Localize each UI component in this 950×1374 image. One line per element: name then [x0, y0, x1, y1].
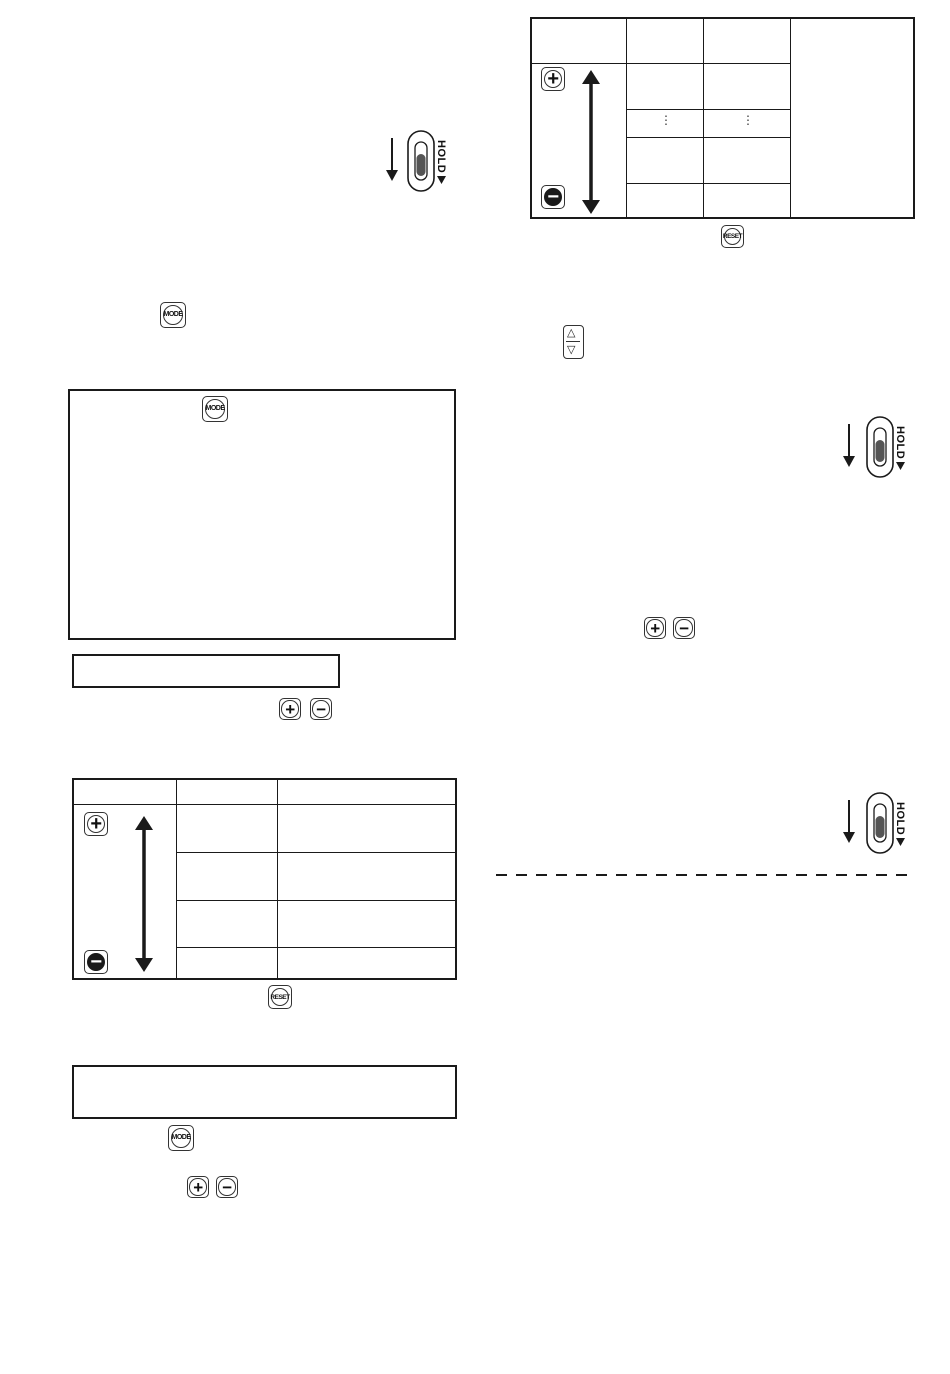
plus-button[interactable] — [187, 1176, 209, 1198]
up-down-divider — [566, 341, 580, 342]
minus-icon: − — [87, 953, 106, 972]
plus-icon: + — [87, 815, 106, 834]
mode-button-in-box[interactable] — [202, 396, 228, 422]
dashed-separator — [496, 873, 916, 877]
reset-button[interactable] — [268, 985, 292, 1009]
table-divider — [177, 900, 456, 901]
info-box-large — [68, 389, 456, 640]
table-divider — [703, 18, 704, 218]
minus-button[interactable] — [541, 185, 565, 209]
double-arrow-icon — [134, 816, 154, 972]
triangle-down-icon — [437, 176, 446, 184]
hold-label: HOLD — [894, 802, 906, 836]
mode-button[interactable] — [168, 1125, 194, 1151]
table-divider — [790, 18, 791, 218]
table-left — [72, 778, 457, 980]
minus-button[interactable] — [310, 698, 332, 720]
info-box-small — [72, 654, 340, 688]
reset-button-label: RESET — [724, 228, 742, 246]
arrow-down-icon — [842, 424, 856, 468]
hold-switch-group-3 — [842, 792, 912, 856]
triangle-down-icon — [896, 838, 905, 846]
hold-switch-icon[interactable] — [866, 792, 894, 854]
table-divider — [177, 947, 456, 948]
reset-button-label: RESET — [271, 988, 290, 1007]
plus-button[interactable] — [84, 812, 108, 836]
plus-button[interactable] — [644, 617, 666, 639]
plus-button[interactable] — [541, 67, 565, 91]
minus-button[interactable] — [216, 1176, 238, 1198]
mode-button-label: MODE — [163, 305, 183, 325]
table-divider — [277, 779, 278, 979]
mode-button-label: MODE — [205, 399, 225, 419]
ellipsis-vertical: ⋮ — [660, 113, 672, 127]
hold-switch-group-1 — [385, 130, 455, 194]
info-box-lower — [72, 1065, 457, 1119]
hold-label: HOLD — [435, 140, 447, 174]
arrow-down-icon — [385, 138, 399, 182]
table-divider — [626, 18, 627, 218]
hold-switch-icon[interactable] — [407, 130, 435, 192]
triangle-down-icon — [896, 462, 905, 470]
table-divider — [73, 804, 456, 805]
table-divider — [176, 779, 177, 979]
mode-button-label: MODE — [171, 1128, 191, 1148]
mode-button[interactable] — [160, 302, 186, 328]
plus-icon: + — [646, 619, 663, 636]
plus-button[interactable] — [279, 698, 301, 720]
table-divider — [177, 852, 456, 853]
triangle-up-icon: △ — [567, 327, 576, 339]
plus-icon: + — [281, 700, 298, 717]
plus-icon: + — [544, 70, 563, 89]
minus-icon: − — [312, 700, 329, 717]
double-arrow-icon — [581, 70, 601, 214]
table-divider — [627, 137, 790, 138]
minus-button[interactable] — [673, 617, 695, 639]
hold-switch-icon[interactable] — [866, 416, 894, 478]
minus-button[interactable] — [84, 950, 108, 974]
plus-icon: + — [189, 1178, 206, 1195]
minus-icon: − — [218, 1178, 235, 1195]
table-divider — [531, 63, 790, 64]
hold-label: HOLD — [894, 426, 906, 460]
minus-icon: − — [544, 188, 563, 207]
up-down-button[interactable] — [563, 325, 584, 359]
triangle-down-icon: ▽ — [567, 344, 576, 356]
table-divider — [627, 109, 790, 110]
arrow-down-icon — [842, 800, 856, 844]
table-divider — [627, 183, 790, 184]
hold-switch-group-2 — [842, 416, 912, 480]
reset-button[interactable] — [721, 225, 744, 248]
ellipsis-vertical: ⋮ — [742, 113, 754, 127]
minus-icon: − — [675, 619, 692, 636]
